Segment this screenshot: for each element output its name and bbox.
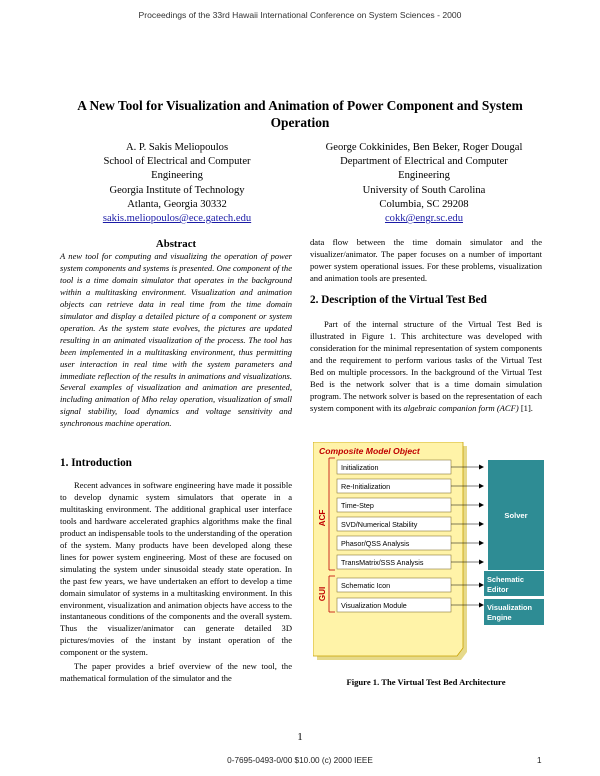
author-institution: University of South Carolina <box>362 184 486 196</box>
svg-text:Schematic Icon: Schematic Icon <box>341 581 391 590</box>
author-email-link[interactable]: sakis.meliopoulos@ece.gatech.edu <box>102 213 252 225</box>
author-city: Columbia, SC 29208 <box>379 198 469 210</box>
svg-text:Time-Step: Time-Step <box>341 501 374 510</box>
svg-text:Schematic: Schematic <box>487 575 524 584</box>
abstract-heading: Abstract <box>155 238 197 250</box>
footer-page-number: 1 <box>537 756 542 765</box>
intro-heading: 1. Introduction <box>60 457 132 469</box>
section2-heading: 2. Description of the Virtual Test Bed <box>310 294 487 306</box>
solver-box <box>488 460 544 570</box>
footer-copyright: 0-7695-0493-0/00 $10.00 (c) 2000 IEEE <box>227 756 373 765</box>
gui-label: GUI <box>318 586 327 602</box>
author-institution: Georgia Institute of Technology <box>109 184 245 196</box>
paper-title: A New Tool for Visualization and Animation of Power Component and System Operation <box>77 98 523 130</box>
svg-text:SVD/Numerical Stability: SVD/Numerical Stability <box>341 520 418 529</box>
right-col-continuation <box>310 237 542 285</box>
section2-text <box>310 319 542 415</box>
author-name: George Cokkinides, Ben Beker, Roger Dougal <box>325 142 523 153</box>
architecture-figure <box>313 442 545 664</box>
author-block-2 <box>294 141 554 226</box>
section2-paragraph <box>310 319 542 415</box>
continuation-paragraph: data flow between the time domain simulator and the visualizer/animator. The paper focuses on a number of important power system operational issues. For these problems, visualization and animation tools are presented. <box>310 237 542 283</box>
svg-text:Phasor/QSS Analysis: Phasor/QSS Analysis <box>341 539 410 548</box>
intro-text <box>60 480 292 685</box>
svg-text:Solver: Solver <box>504 511 528 520</box>
author-dept: Engineering <box>398 170 450 182</box>
visualization-engine-box <box>484 599 544 625</box>
author-name: A. P. Sakis Meliopoulos <box>125 142 229 153</box>
author-dept: Engineering <box>151 170 203 182</box>
svg-text:Initialization: Initialization <box>341 463 379 472</box>
author-city: Atlanta, Georgia 30332 <box>127 198 227 210</box>
intro-paragraph-2: The paper provides a brief overview of the new tool, the mathematical formulation of the simulator and the <box>60 661 292 684</box>
intro-paragraph-1: Recent advances in software engineering have made it possible to develop dynamic system simulators that operate in a multitasking environment. The additional graphical user interface tools and hardware accelerated graphics algorithms make the final product an indispensable tools to the understanding of the operation of the system. Many products have been developed along these lines for power system engineering. Most of these are focused on simulating the system under sinusoidal steady state operation. In the past few years, we have undertaken an effort to develop a time domain simulator of systems in a multitasking environment. In this environment, visualization and animation objects have access to the instantaneous conditions of the components and the overall system. Thus the visualizer/animator can generate detailed 3D pictures/movies of the instant by instant operation of the component or the system. <box>60 480 292 658</box>
schematic-editor-box <box>484 571 544 596</box>
author-block-1 <box>47 141 307 226</box>
author-dept: School of Electrical and Computer <box>103 156 251 168</box>
svg-text:Visualization: Visualization <box>487 603 533 612</box>
acf-label: ACF <box>318 509 327 527</box>
svg-text:TransMatrix/SSS Analysis: TransMatrix/SSS Analysis <box>341 558 424 567</box>
figure-caption: Figure 1. The Virtual Test Bed Architecture <box>346 677 506 687</box>
svg-text:Editor: Editor <box>487 585 509 594</box>
composite-title: Composite Model Object <box>319 446 420 456</box>
conference-header: Proceedings of the 33rd Hawaii International Conference on System Sciences - 2000 <box>138 10 462 20</box>
svg-text:Re-Initialization: Re-Initialization <box>341 482 391 491</box>
author-dept: Department of Electrical and Computer <box>340 156 508 168</box>
svg-text:Engine: Engine <box>487 613 512 622</box>
page-number: 1 <box>297 731 303 743</box>
abstract-text <box>60 251 292 430</box>
acf-term: algebraic companion form (ACF) <box>403 402 519 413</box>
author-email-link[interactable]: cokk@engr.sc.edu <box>384 213 463 225</box>
section2-ref: [1]. <box>518 402 533 413</box>
section2-main-text: Part of the internal structure of the Virtual Test Bed is illustrated in Figure 1. This architecture was developed with consideration for the minimal representation of system components and the requirement to perform various tasks of the Virtual Test Bed on multiple processors. In the background of the Virtual Test Bed is the network solver that is a time domain simulation program. The network solver is based on the representation of each system component with its <box>310 319 542 413</box>
abstract-paragraph: A new tool for computing and visualizing the operation of power system components and systems is presented. One component of the tool is a time domain simulator that operates in the background within a multitasking environment. Visualization and animation objects can retrieve data in real time from the time domain simulator and display a detailed picture of a component or system operation. As the system state evolves, the pictures are updated resulting in an animated visualization of the process. The tool has been implemented in a multitasking environment, thus permitting user interaction in real time with the system parameters and immediate reflection of the results in animations and visualizations. Several examples of visualization and animation are presented, including animation of Mho relay operation, visualization of small signal stability, load dynamics and voltage sensitivity and synchronous machine operation. <box>60 251 292 429</box>
svg-text:Visualization Module: Visualization Module <box>341 601 407 610</box>
